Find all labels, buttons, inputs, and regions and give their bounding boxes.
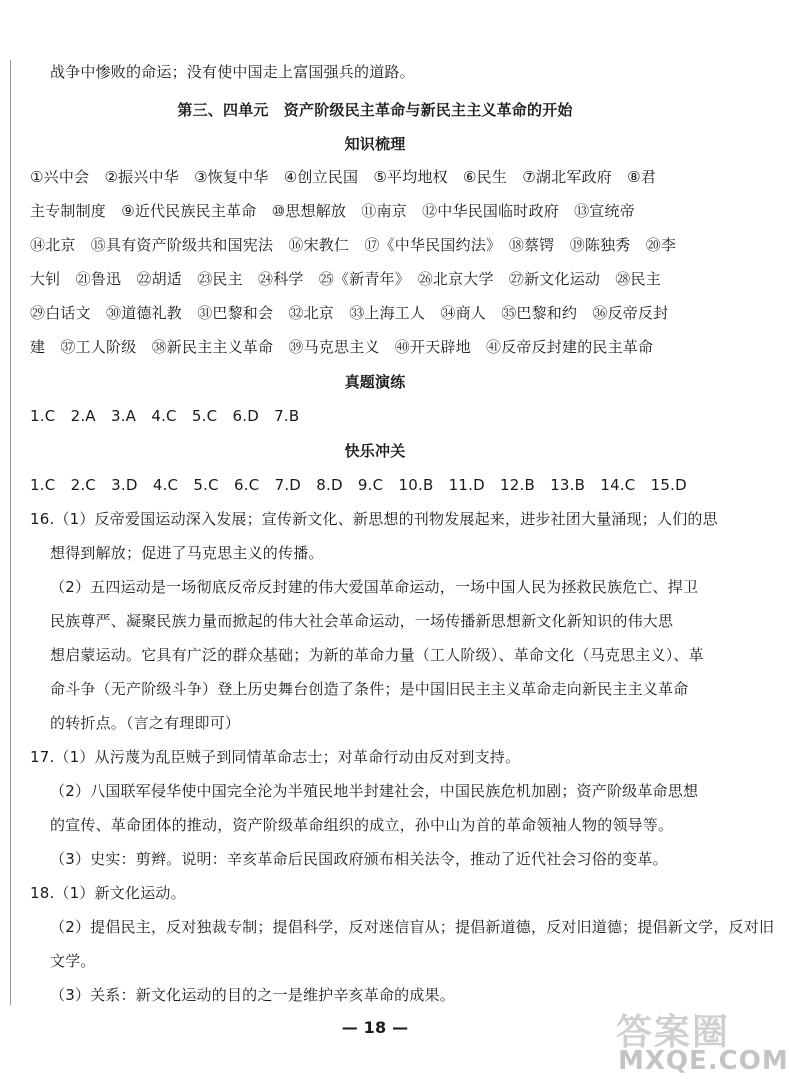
- answer-17-line: 17.（1）从污蔑为乱臣贼子到同情革命志士；对革命行动由反对到支持。: [30, 748, 521, 766]
- answer-16-line: 命斗争（无产阶级斗争）登上历史舞台创造了条件；是中国旧民主主义革命走向新民主主义革命: [50, 680, 689, 698]
- section-heading-happy: 快乐冲关: [344, 442, 406, 460]
- answer-16-line: 想启蒙运动。它具有广泛的群众基础；为新的革命力量（工人阶级）、革命文化（马克思主义）、革: [50, 646, 704, 664]
- section-heading-knowledge: 知识梳理: [344, 135, 406, 153]
- answer-16-line: 16.（1）反帝爱国运动深入发展；宣传新文化、新思想的刊物发展起来，进步社团大量涌现；人们的思: [30, 510, 718, 528]
- section-heading-real-exam: 真题演练: [344, 373, 406, 391]
- knowledge-line: ①兴中会 ②振兴中华 ③恢复中华 ④创立民国 ⑤平均地权 ⑥民生 ⑦湖北军政府 ⑧君: [30, 168, 656, 186]
- answer-16-line: 民族尊严、凝聚民族力量而掀起的伟大社会革命运动，一场传播新思想新文化新知识的伟大思: [50, 612, 674, 630]
- answer-17-line: （3）史实：剪辫。说明：辛亥革命后民国政府颁布相关法令，推动了近代社会习俗的变革。: [50, 850, 668, 868]
- answer-18-line: 18.（1）新文化运动。: [30, 884, 186, 902]
- answer-18-line: （2）提倡民主，反对独裁专制；提倡科学，反对迷信盲从；提倡新道德，反对旧道德；提倡新文学，反对旧: [50, 918, 775, 936]
- answer-18-line: 文学。: [50, 952, 96, 970]
- answer-17-line: 的宣传、革命团体的推动，资产阶级革命组织的成立，孙中山为首的革命领袖人物的领导等。: [50, 816, 674, 834]
- answer-18-line: （3）关系：新文化运动的目的之一是维护辛亥革命的成果。: [50, 986, 455, 1004]
- answer-16-line: 的转折点。（言之有理即可）: [50, 714, 241, 732]
- knowledge-line: ⑭北京 ⑮具有资产阶级共和国宪法 ⑯宋教仁 ⑰《中华民国约法》 ⑱蔡锷 ⑲陈独秀 ⑳李: [30, 236, 677, 254]
- knowledge-line: 主专制制度 ⑨近代民族民主革命 ⑩思想解放 ⑪南京 ⑫中华民国临时政府 ⑬宣统帝: [30, 202, 635, 220]
- unit-heading: 第三、四单元 资产阶级民主革命与新民主主义革命的开始: [177, 101, 573, 119]
- text-line-continuation: 战争中惨败的命运；没有使中国走上富国强兵的道路。: [50, 63, 415, 81]
- knowledge-line: ㉙白话文 ㉚道德礼教 ㉛巴黎和会 ㉜北京 ㉝上海工人 ㉞商人 ㉟巴黎和约 ㊱反帝反封: [30, 304, 669, 322]
- happy-answers: 1.C 2.C 3.D 4.C 5.C 6.C 7.D 8.D 9.C 10.B 11.D 12.B 13.B 14.C 15.D: [30, 476, 687, 494]
- knowledge-line: 大钊 ㉑鲁迅 ㉒胡适 ㉓民主 ㉔科学 ㉕《新青年》 ㉖北京大学 ㉗新文化运动 ㉘民主: [30, 270, 661, 288]
- answer-16-line: （2）五四运动是一场彻底反帝反封建的伟大爱国革命运动，一场中国人民为拯救民族危亡、捍卫: [50, 578, 699, 596]
- knowledge-line: 建 ㊲工人阶级 ㊳新民主主义革命 ㊴马克思主义 ㊵开天辟地 ㊶反帝反封建的民主革命: [30, 338, 654, 356]
- margin-rule: [10, 60, 11, 1005]
- watermark-logo-text: 答案圈: [616, 1012, 731, 1053]
- watermark-url: MXQE.COM: [618, 1046, 789, 1076]
- real-exam-answers: 1.C 2.A 3.A 4.C 5.C 6.D 7.B: [30, 407, 300, 425]
- watermark-logo: [616, 1004, 789, 1076]
- answer-17-line: （2）八国联军侵华使中国完全沦为半殖民地半封建社会，中国民族危机加剧；资产阶级革命思想: [50, 782, 699, 800]
- answer-16-line: 想得到解放；促进了马克思主义的传播。: [50, 544, 324, 562]
- page-number: — 18 —: [341, 1018, 409, 1037]
